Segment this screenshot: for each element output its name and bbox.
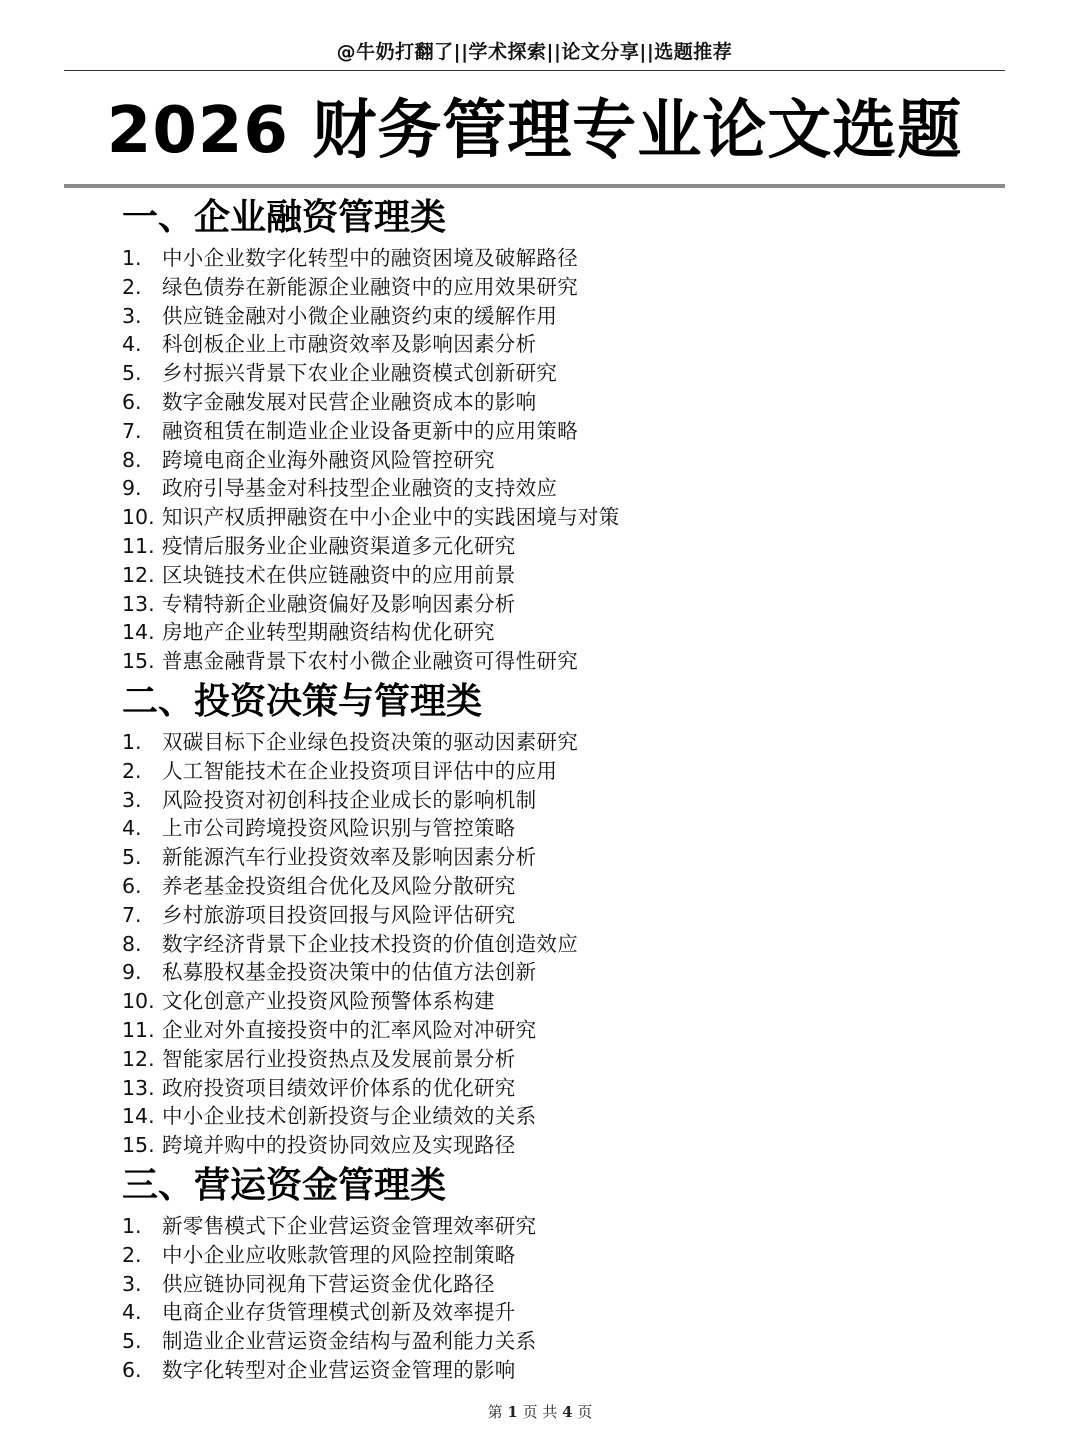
list-item [122, 1016, 1002, 1045]
current-page-number: 1 [507, 1403, 518, 1421]
item-number: 5. [122, 845, 142, 870]
item-number: 10. [122, 989, 155, 1014]
item-text: 智能家居行业投资热点及发展前景分析 [162, 1046, 516, 1071]
item-text: 数字经济背景下企业技术投资的价值创造效应 [162, 931, 578, 956]
item-number: 12. [122, 562, 155, 587]
item-text: 人工智能技术在企业投资项目评估中的应用 [162, 758, 558, 783]
item-number: 15. [122, 1133, 155, 1158]
list-item [122, 388, 1002, 417]
section-financing [122, 192, 1002, 676]
item-number: 6. [122, 873, 142, 898]
item-number: 9. [122, 960, 142, 985]
item-text: 房地产企业转型期融资结构优化研究 [162, 620, 495, 645]
section-heading: 二、投资决策与管理类 [122, 680, 483, 722]
list-item [122, 1102, 1002, 1131]
item-text: 制造业企业营运资金结构与盈利能力关系 [162, 1329, 537, 1354]
total-page-number: 4 [562, 1403, 573, 1421]
item-text: 文化创意产业投资风险预警体系构建 [162, 989, 495, 1014]
list-item [122, 1045, 1002, 1074]
item-text: 中小企业数字化转型中的融资困境及破解路径 [162, 246, 578, 270]
item-number: 9. [122, 476, 142, 501]
item-number: 2. [122, 274, 142, 299]
item-text: 电商企业存货管理模式创新及效率提升 [162, 1300, 516, 1325]
item-text: 数字金融发展对民营企业融资成本的影响 [162, 389, 537, 414]
list-item [122, 618, 1002, 647]
list-item [122, 1241, 1002, 1270]
section-heading: 一、企业融资管理类 [122, 197, 447, 238]
item-text: 科创板企业上市融资效率及影响因素分析 [162, 332, 537, 357]
list-item [122, 590, 1002, 619]
list-item [122, 930, 1002, 959]
item-text: 中小企业应收账款管理的风险控制策略 [162, 1242, 516, 1267]
item-number: 7. [122, 902, 142, 927]
list-item [122, 273, 1002, 302]
footer-suffix: 页 [577, 1403, 593, 1421]
item-number: 1. [122, 729, 142, 754]
section-investment [122, 676, 1002, 1160]
list-item [122, 561, 1002, 590]
item-text: 政府引导基金对科技型企业融资的支持效应 [162, 476, 558, 501]
list-item [122, 446, 1002, 475]
item-number: 2. [122, 1242, 142, 1267]
topic-items [122, 244, 1002, 676]
list-item [122, 1270, 1002, 1299]
item-number: 7. [122, 418, 142, 443]
list-item [122, 843, 1002, 872]
list-item [122, 872, 1002, 901]
page-footer [0, 1400, 1080, 1424]
item-text: 私募股权基金投资决策中的估值方法创新 [162, 960, 537, 985]
item-number: 6. [122, 389, 142, 414]
list-item [122, 786, 1002, 815]
item-text: 乡村旅游项目投资回报与风险评估研究 [162, 902, 516, 927]
item-text: 供应链协同视角下营运资金优化路径 [162, 1271, 495, 1296]
item-number: 1. [122, 246, 142, 270]
topic-items [122, 728, 1002, 1160]
topic-list [122, 192, 1002, 1385]
list-item [122, 1298, 1002, 1327]
item-text: 供应链金融对小微企业融资约束的缓解作用 [162, 303, 558, 328]
item-number: 1. [122, 1213, 142, 1238]
item-number: 6. [122, 1357, 142, 1382]
section-working-capital [122, 1160, 1002, 1385]
header-divider [64, 70, 1005, 71]
item-text: 数字化转型对企业营运资金管理的影响 [162, 1357, 516, 1382]
footer-prefix: 第 [487, 1403, 503, 1421]
list-item [122, 1356, 1002, 1385]
item-text: 区块链技术在供应链融资中的应用前景 [162, 562, 516, 587]
item-number: 4. [122, 332, 142, 357]
item-text: 中小企业技术创新投资与企业绩效的关系 [162, 1104, 537, 1129]
item-text: 知识产权质押融资在中小企业中的实践困境与对策 [162, 505, 620, 530]
item-number: 3. [122, 1271, 142, 1296]
list-item [122, 728, 1002, 757]
item-number: 11. [122, 1017, 155, 1042]
item-number: 12. [122, 1046, 155, 1071]
item-text: 疫情后服务业企业融资渠道多元化研究 [162, 533, 516, 558]
item-text: 上市公司跨境投资风险识别与管控策略 [162, 816, 516, 841]
item-text: 双碳目标下企业绿色投资决策的驱动因素研究 [162, 729, 578, 754]
list-item [122, 901, 1002, 930]
list-item [122, 1131, 1002, 1160]
topic-items [122, 1212, 1002, 1385]
list-item [122, 474, 1002, 503]
list-item [122, 987, 1002, 1016]
item-text: 普惠金融背景下农村小微企业融资可得性研究 [162, 649, 578, 674]
item-number: 13. [122, 591, 155, 616]
item-number: 14. [122, 620, 155, 645]
item-text: 企业对外直接投资中的汇率风险对冲研究 [162, 1017, 537, 1042]
item-text: 风险投资对初创科技企业成长的影响机制 [162, 787, 537, 812]
item-number: 10. [122, 505, 155, 530]
item-number: 4. [122, 1300, 142, 1325]
item-text: 融资租赁在制造业企业设备更新中的应用策略 [162, 418, 578, 443]
list-item [122, 417, 1002, 446]
item-text: 政府投资项目绩效评价体系的优化研究 [162, 1075, 516, 1100]
item-number: 3. [122, 787, 142, 812]
item-number: 5. [122, 1329, 142, 1354]
list-item [122, 302, 1002, 331]
list-item [122, 814, 1002, 843]
list-item [122, 532, 1002, 561]
list-item [122, 359, 1002, 388]
item-text: 专精特新企业融资偏好及影响因素分析 [162, 591, 516, 616]
item-number: 4. [122, 816, 142, 841]
list-item [122, 1212, 1002, 1241]
list-item [122, 958, 1002, 987]
list-item [122, 757, 1002, 786]
item-text: 新能源汽车行业投资效率及影响因素分析 [162, 845, 537, 870]
item-text: 新零售模式下企业营运资金管理效率研究 [162, 1213, 537, 1238]
section-heading: 三、营运资金管理类 [122, 1164, 447, 1206]
item-number: 13. [122, 1075, 155, 1100]
item-number: 8. [122, 447, 142, 472]
list-item [122, 647, 1002, 676]
list-item [122, 330, 1002, 359]
item-number: 11. [122, 533, 155, 558]
item-text: 跨境电商企业海外融资风险管控研究 [162, 447, 495, 472]
item-number: 2. [122, 758, 142, 783]
title-divider [64, 184, 1005, 188]
item-number: 3. [122, 303, 142, 328]
item-text: 跨境并购中的投资协同效应及实现路径 [162, 1133, 516, 1158]
item-number: 5. [122, 361, 142, 386]
item-text: 绿色债券在新能源企业融资中的应用效果研究 [162, 274, 578, 299]
item-number: 15. [122, 649, 155, 674]
list-item [122, 244, 1002, 273]
list-item [122, 1327, 1002, 1356]
item-number: 8. [122, 931, 142, 956]
list-item [122, 503, 1002, 532]
list-item [122, 1074, 1002, 1103]
footer-middle: 页 共 [522, 1403, 558, 1421]
item-number: 14. [122, 1104, 155, 1129]
page-header: @牛奶打翻了||学术探索||论文分享||选题推荐 [336, 41, 733, 63]
item-text: 乡村振兴背景下农业企业融资模式创新研究 [162, 361, 558, 386]
page-title: 2026 财务管理专业论文选题 [106, 94, 963, 168]
item-text: 养老基金投资组合优化及风险分散研究 [162, 873, 516, 898]
